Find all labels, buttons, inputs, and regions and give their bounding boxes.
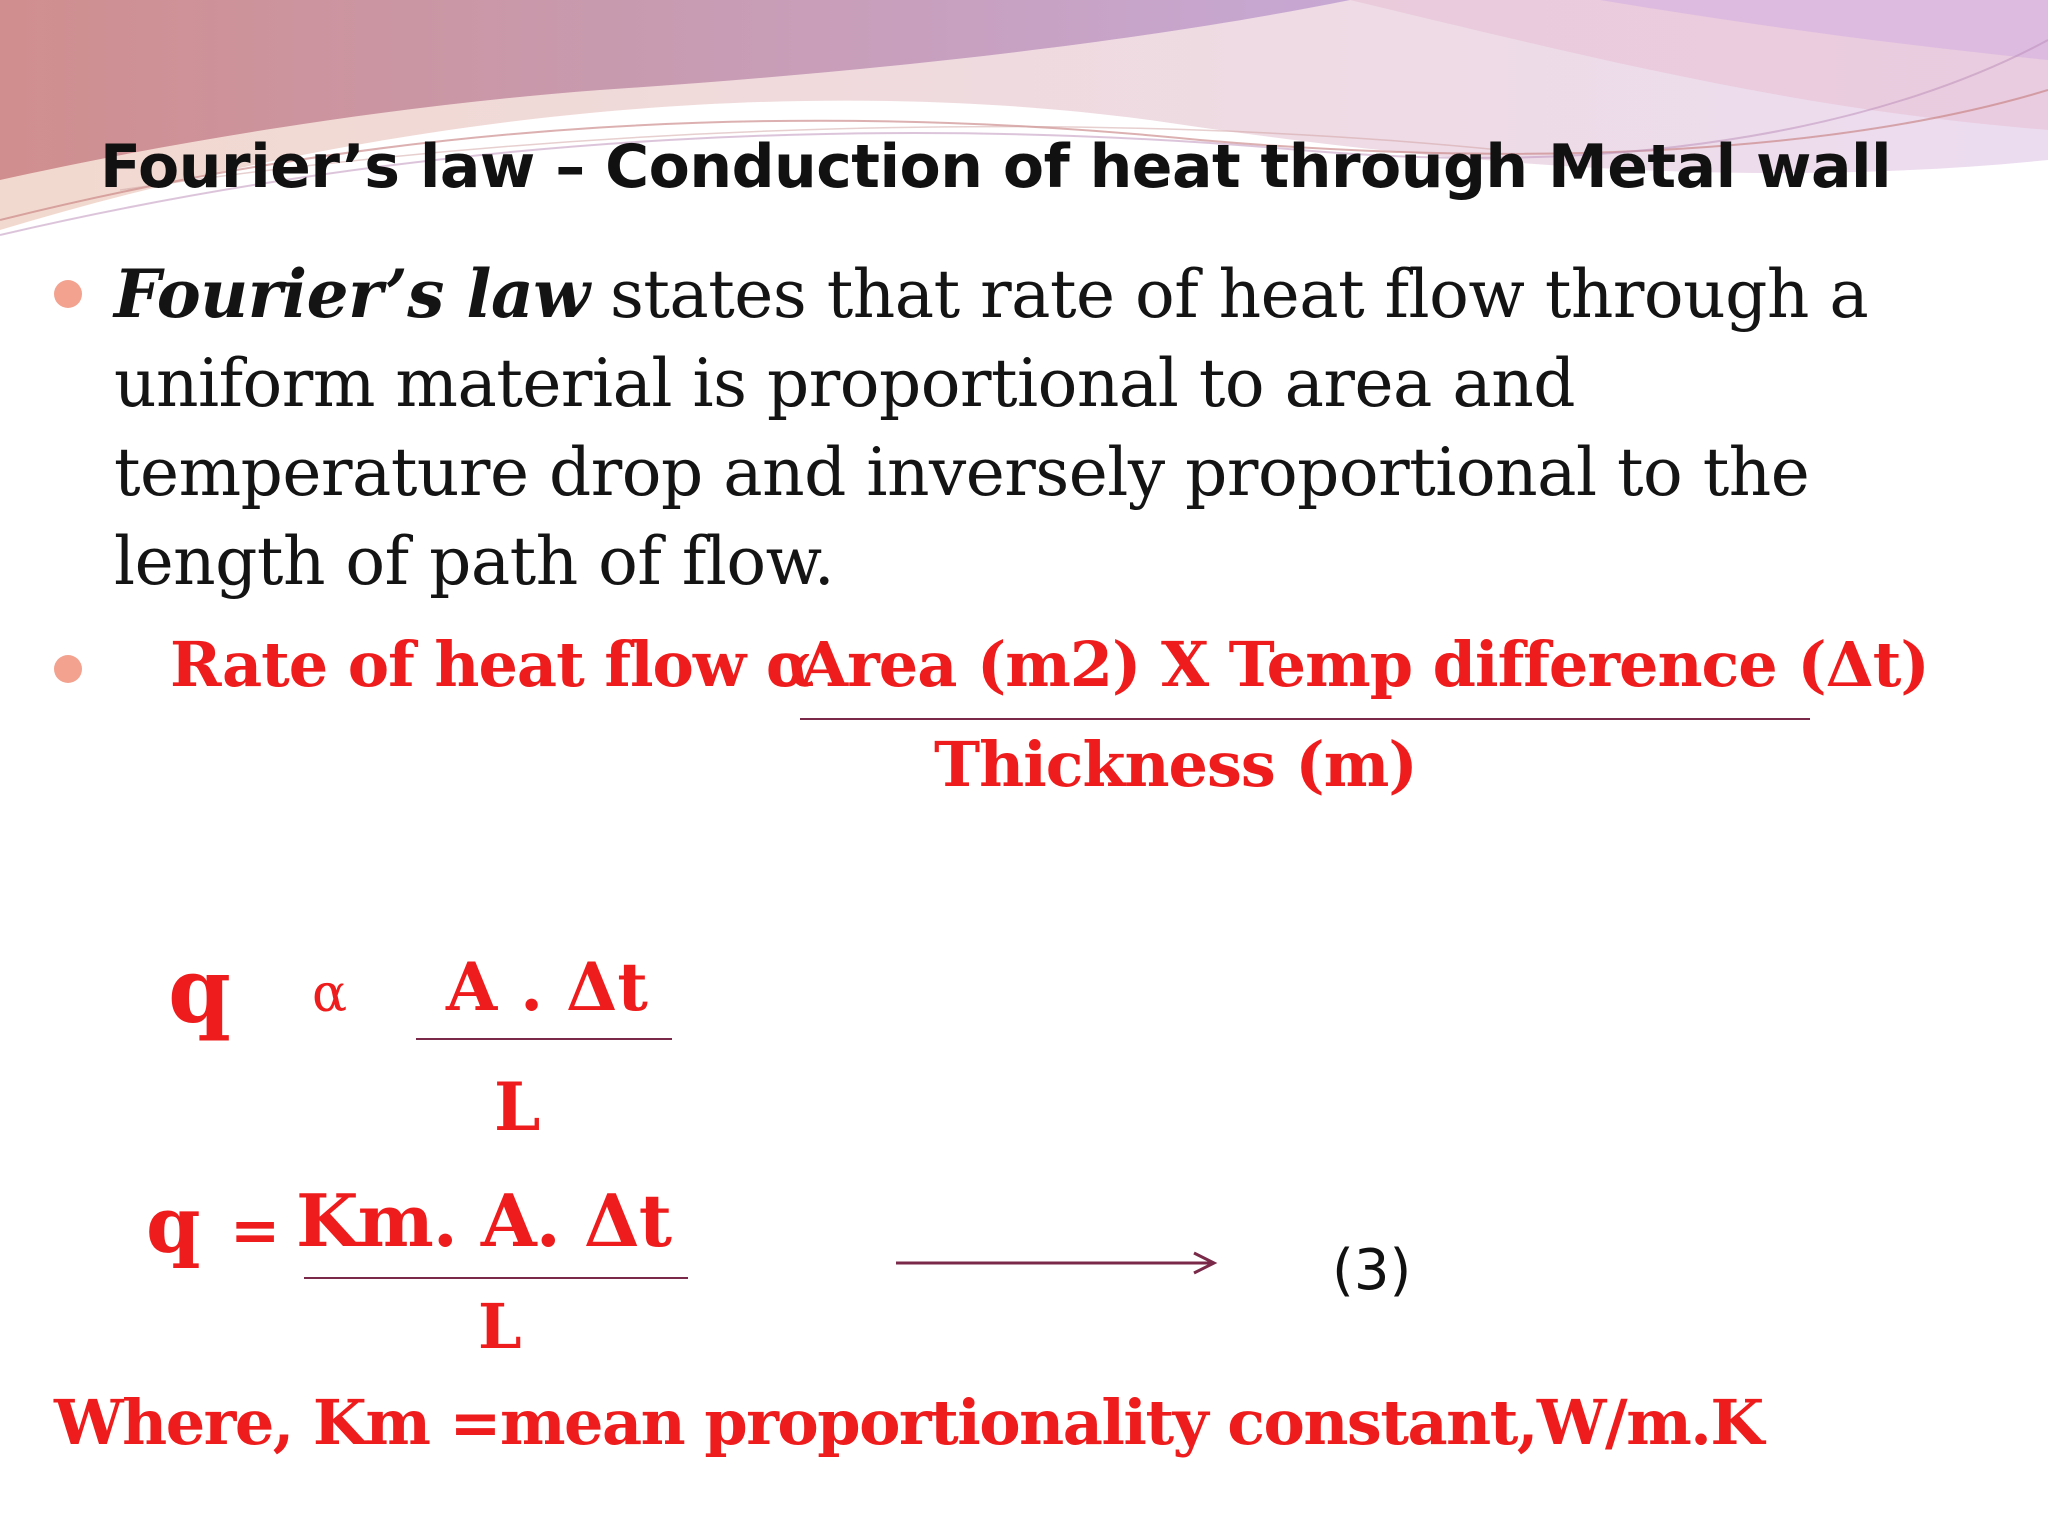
eq1-denominator: L [494, 1068, 541, 1146]
eq1-q: q [168, 938, 231, 1044]
proportionality-lhs: Rate of heat flow α [170, 628, 813, 701]
arrow-icon [894, 1248, 1220, 1278]
where-definition: Where, Km =mean proportionality constant,W/m.K [54, 1386, 1763, 1459]
fraction-bar [800, 718, 1810, 720]
eq2-equals: = [230, 1196, 281, 1266]
fraction-bar [304, 1277, 688, 1279]
slide-title: Fourier’s law – Conduction of heat through Metal wall [100, 132, 1892, 202]
eq2-q: q [146, 1180, 201, 1271]
equation-number: (3) [1332, 1238, 1412, 1303]
eq1-alpha: α [312, 964, 348, 1024]
definition-text: states that rate of heat flow through a uniform material is proportional to area and temperature drop and inversely proportional to the length of path of flow. [114, 256, 1869, 600]
eq1-numerator: A . Δt [446, 948, 648, 1026]
header-decoration [0, 0, 2048, 260]
proportionality-denominator: Thickness (m) [934, 728, 1417, 801]
eq2-numerator: Km. A. Δt [296, 1178, 672, 1263]
eq2-denominator: L [478, 1290, 522, 1363]
bullet-definition [114, 250, 1974, 606]
fraction-bar [416, 1038, 672, 1040]
bullet-dot [54, 655, 82, 683]
proportionality-numerator: Area (m2) X Temp difference (Δt) [800, 628, 1929, 701]
emphasis-fouriers-law: Fourier’s law [114, 255, 590, 333]
bullet-dot [54, 280, 82, 308]
